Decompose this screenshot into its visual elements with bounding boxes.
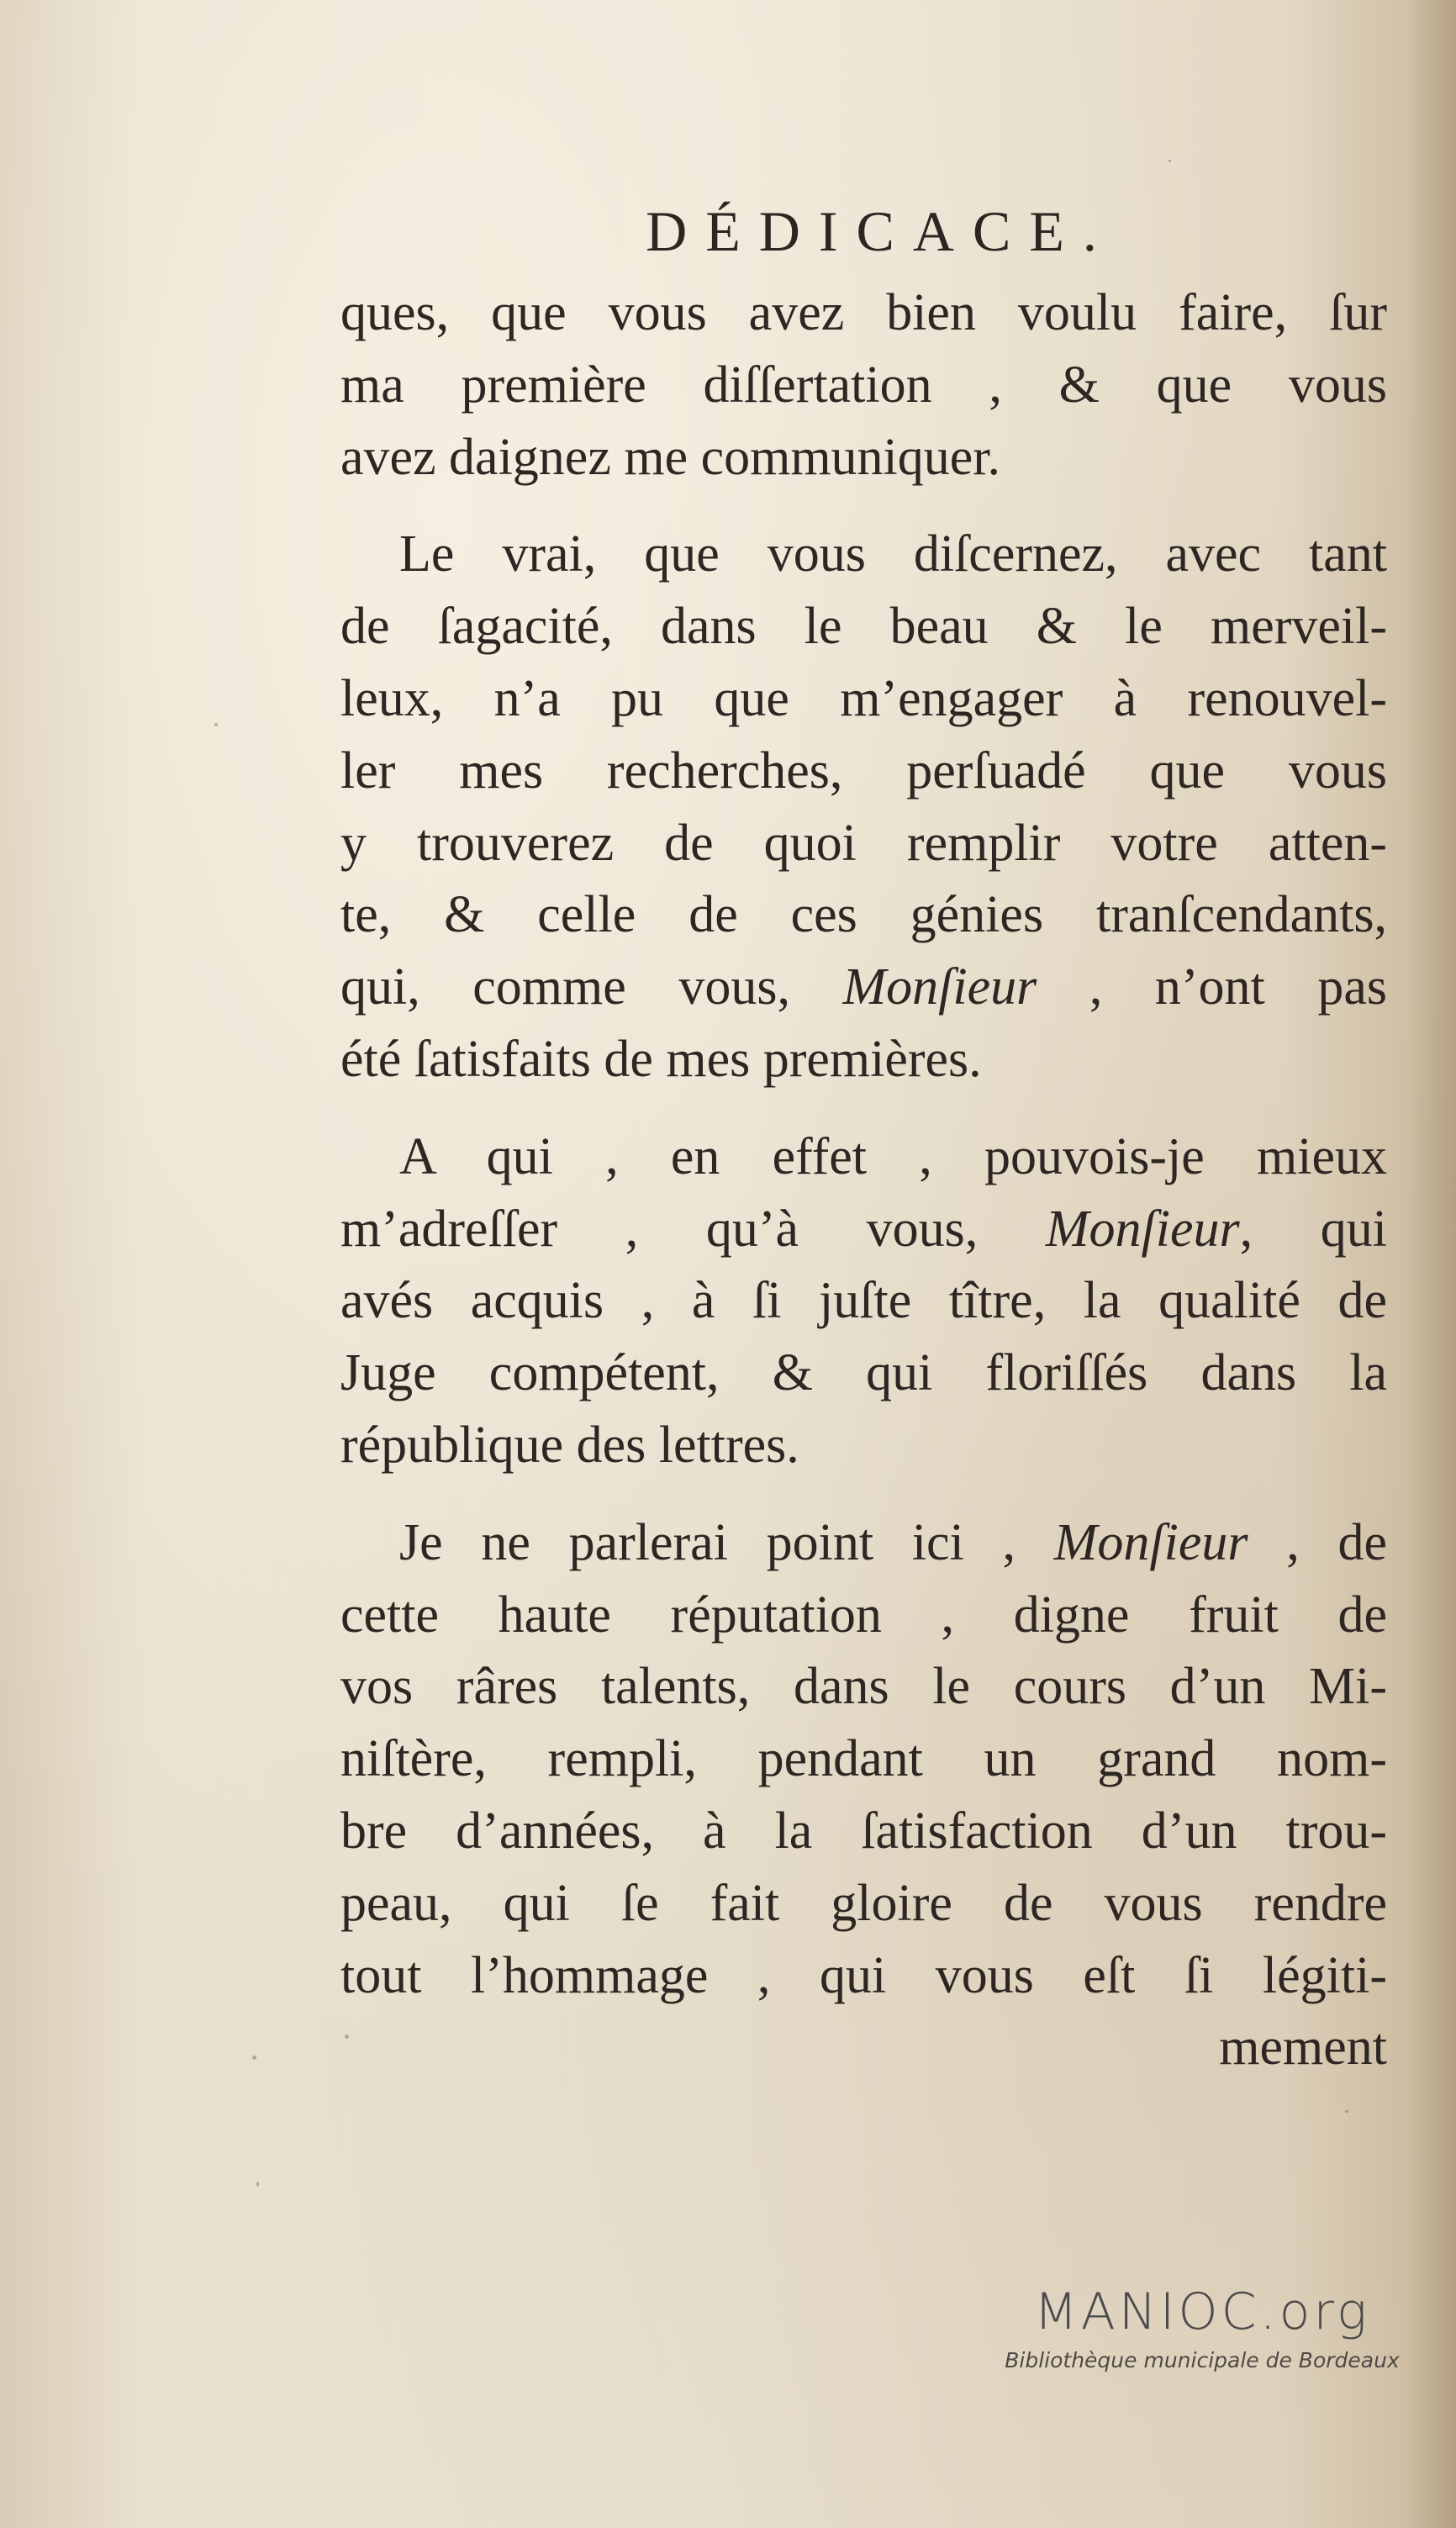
watermark <box>984 2283 1421 2375</box>
text-line: leux, n’a pu que m’engager à renouvel- <box>340 669 1387 727</box>
text-line: de ſagacité, dans le beau & le merveil- <box>340 598 1387 656</box>
text-line: qui, comme vous, Monſieur , n’ont pas <box>340 958 1387 1016</box>
text-line: niſtère, rempli, pendant un grand nom- <box>340 1730 1387 1788</box>
italic-word: Monſieur <box>1045 1200 1240 1258</box>
text-line: y trouverez de quoi remplir votre atten- <box>340 814 1387 872</box>
italic-word: Monſieur <box>1053 1513 1248 1571</box>
text-line: peau, qui ſe fait gloire de vous rendre <box>340 1874 1387 1932</box>
watermark-subtitle: Bibliothèque municipale de Bordeaux <box>1005 2348 1400 2372</box>
text-line: avés acquis , à ſi juſte tître, la qualité de <box>340 1272 1387 1330</box>
page-edge-shadow <box>1406 0 1456 2528</box>
text-line: Le vrai, que vous diſcernez, avec tant <box>399 525 1387 583</box>
text-line: avez daignez me communiquer. <box>340 428 1001 486</box>
paragraph-4 <box>340 1507 1387 2084</box>
text-line: tout l’hommage , qui vous eſt ſi légiti- <box>340 1946 1387 2004</box>
text-line: vos râres talents, dans le cours d’un Mi- <box>340 1658 1387 1716</box>
page-text <box>340 185 1387 2084</box>
text-line: cette haute réputation , digne fruit de <box>340 1586 1387 1644</box>
text-line: ques, que vous avez bien voulu faire, ſur <box>340 284 1387 341</box>
text-line: Juge compétent, & qui floriſſés dans la <box>340 1344 1387 1402</box>
text-line: ma première diſſertation , & que vous <box>340 356 1387 414</box>
text-line: bre d’années, à la ſatisfaction d’un trou- <box>340 1802 1387 1860</box>
text-line: m’adreſſer , qu’à vous, Monſieur, qui <box>340 1200 1387 1258</box>
text-line: été ſatisfaits de mes premières. <box>340 1030 982 1088</box>
text-line: te, & celle de ces génies tranſcendants, <box>340 886 1387 944</box>
text-line: Je ne parlerai point ici , Monſieur , de <box>399 1513 1387 1571</box>
paragraph-2 <box>340 519 1387 1095</box>
catchword: mement <box>1219 2019 1387 2077</box>
paragraph-3 <box>340 1122 1387 1482</box>
watermark-logo: MANIOC.org <box>1034 2283 1370 2341</box>
text-line: A qui , en effet , pouvois-je mieux <box>399 1127 1387 1185</box>
text-line: ler mes recherches, perſuadé que vous <box>340 742 1387 800</box>
text-line: république des lettres. <box>340 1416 799 1474</box>
page-header: DÉDICACE. <box>646 199 1116 263</box>
paragraph-1 <box>340 277 1387 493</box>
italic-word: Monſieur <box>842 958 1037 1016</box>
